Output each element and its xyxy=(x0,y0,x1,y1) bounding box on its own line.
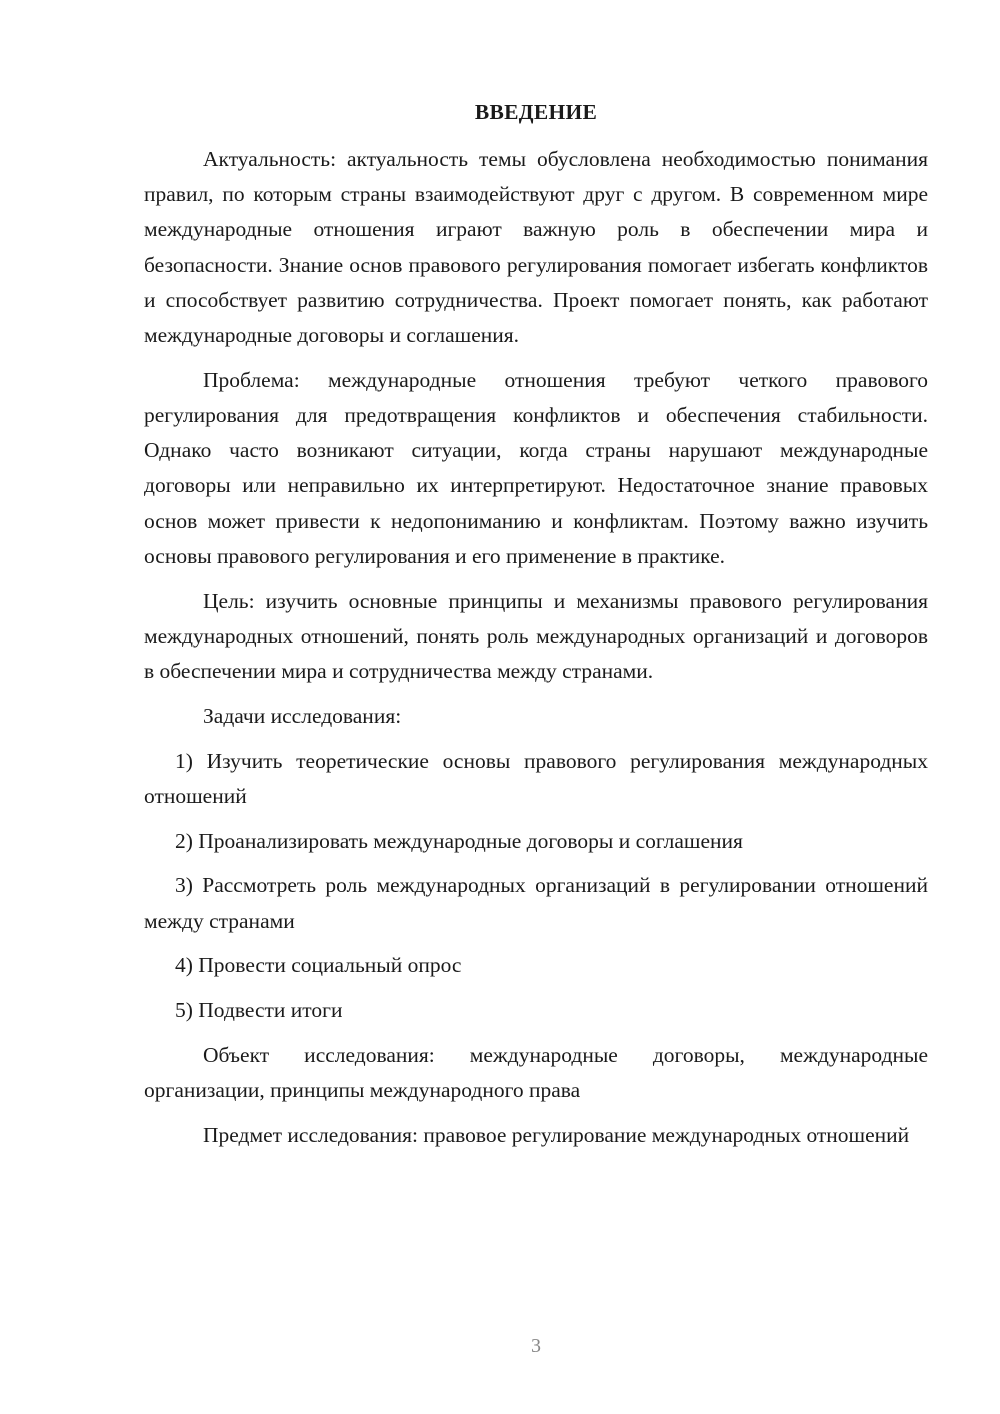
task-list-item-2: 2) Проанализировать международные договоры и соглашения xyxy=(175,828,743,853)
paragraph-subject: Предмет исследования: правовое регулирование международных отношений xyxy=(203,1123,910,1148)
section-title: ВВЕДЕНИЕ xyxy=(474,100,598,124)
task-list-item-1: 1) Изучить теоретические основы правового регулирования международных отношений xyxy=(144,748,928,808)
paragraph-tasks-heading: Задачи исследования: xyxy=(203,703,402,728)
paragraph-problem: Проблема: международные отношения требуют четкого правового регулирования для предотвращения конфликтов и обеспечения стабильности. Однако часто возникают ситуации, когда страны нарушают международные договоры или неправильно их интерпретируют. Недостаточное знание правовых основ может привести к недопониманию и конфликтам. Поэтому важно изучить основы правового регулирования и его применение в практике. xyxy=(144,367,928,568)
task-list-item-3: 3) Рассмотреть роль международных организаций в регулировании отношений между странами xyxy=(144,873,928,933)
paragraph-relevance: Актуальность: актуальность темы обусловлена необходимостью понимания правил, по которым страны взаимодействуют друг с другом. В современном мире международные отношения играют важную роль в обеспечении мира и безопасности. Знание основ правового регулирования помогает избегать конфликтов и способствует развитию сотрудничества. Проект помогает понять, как работают международные договоры и соглашения. xyxy=(144,147,928,348)
document-body xyxy=(144,142,928,1163)
paragraph-goal: Цель: изучить основные принципы и механизмы правового регулирования международных отношений, понять роль международных организаций и договоров в обеспечении мира и сотрудничества между странами. xyxy=(144,588,928,684)
task-list-item-5: 5) Подвести итоги xyxy=(175,998,343,1023)
task-list-item-4: 4) Провести социальный опрос xyxy=(175,953,462,978)
paragraph-object: Объект исследования: международные договоры, международные организации, принципы международного права xyxy=(144,1043,928,1103)
page-number: 3 xyxy=(531,1335,541,1357)
